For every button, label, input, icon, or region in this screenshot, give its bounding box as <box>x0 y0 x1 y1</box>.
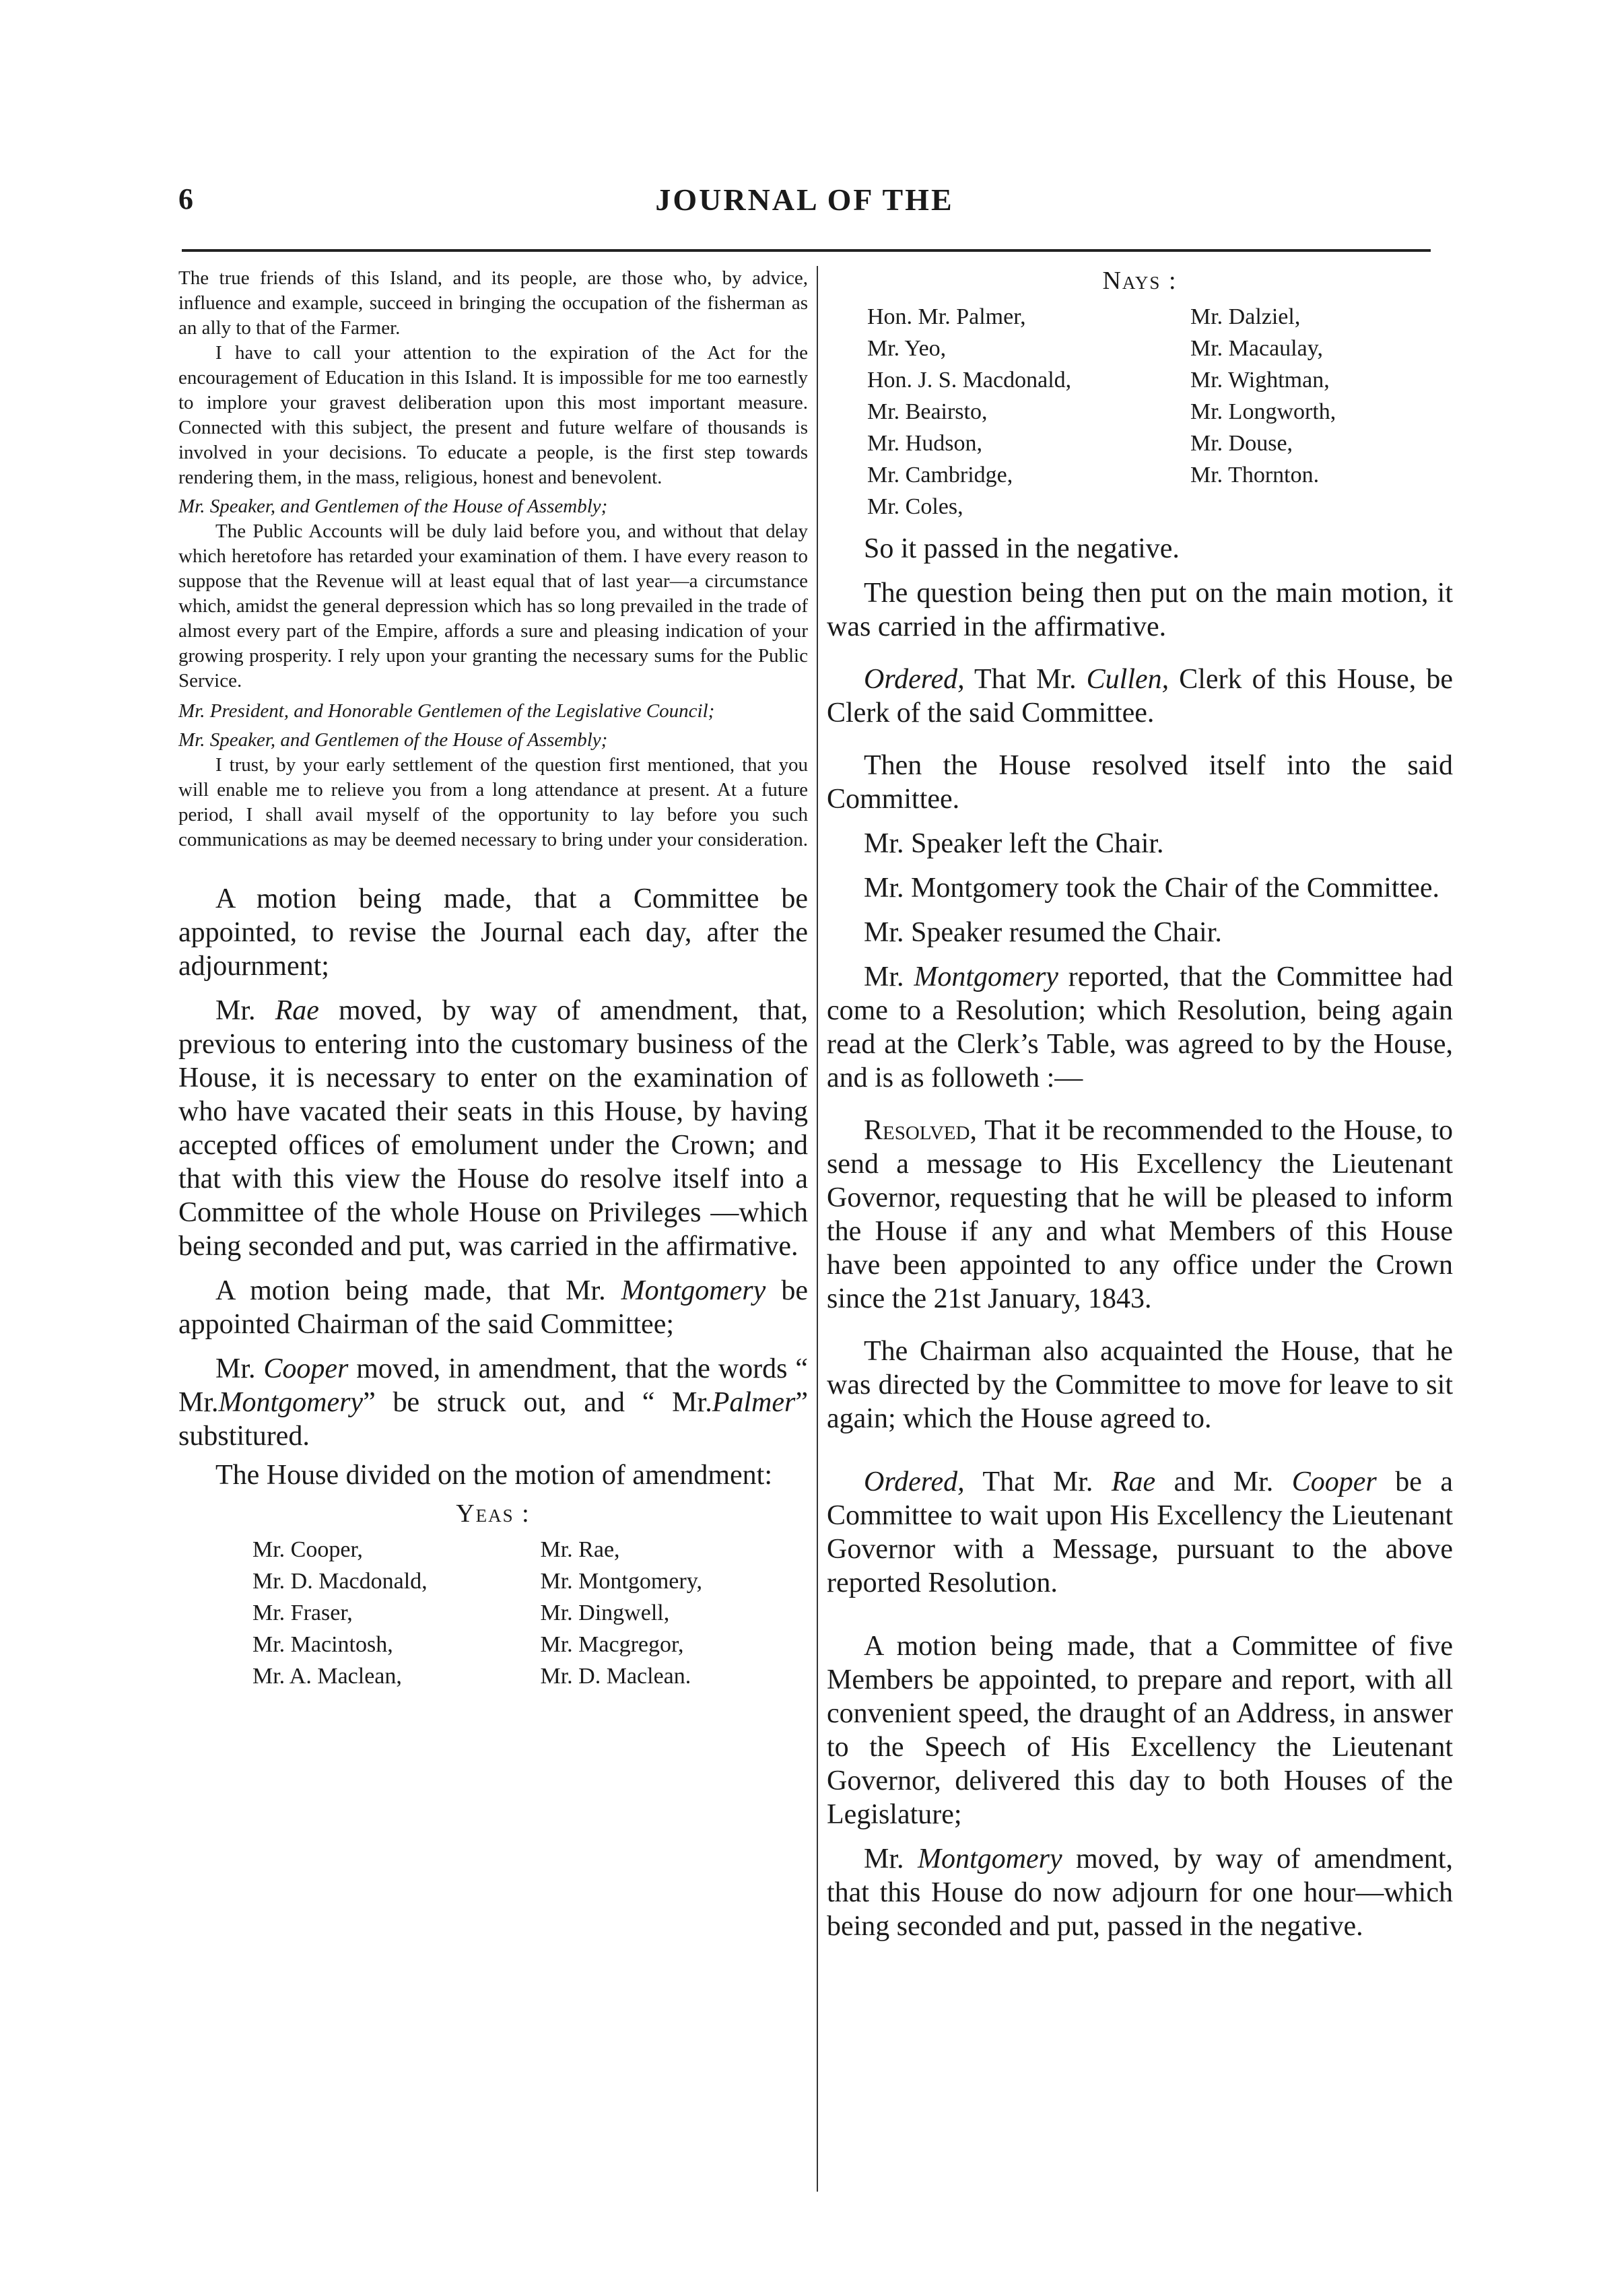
house-divided: The House divided on the motion of amendment: <box>215 1460 772 1491</box>
resolved-committee: Then the House resolved itself into the said Committee. <box>827 750 1453 815</box>
chairman-report: The Chairman also acquainted the House, that he was directed by the Committee to move for leave to sit again; which the House agreed to. <box>827 1336 1453 1434</box>
nay-member: Hon. J. S. Macdonald, <box>867 368 1072 393</box>
nay-member: Mr. Thornton. <box>1190 463 1320 487</box>
nay-member: Mr. Coles, <box>867 494 963 519</box>
member-name: Montgomery <box>917 1844 1062 1875</box>
text: A motion being made, that Mr. <box>215 1275 606 1306</box>
speech-address: Mr. President, and Honorable Gentlemen of the Legislative Council; <box>178 700 715 722</box>
page-header <box>178 182 1431 229</box>
member-name: Rae <box>275 995 319 1026</box>
member-name: Rae <box>1111 1466 1156 1497</box>
nays-heading: Nays : <box>1102 267 1178 295</box>
text: be a Committee to wait upon His Excellency the Lieutenant Governor with a Message, pursuant to the above reported Resolution. <box>827 1466 1454 1598</box>
yea-member: Mr. Rae, <box>540 1537 620 1562</box>
montgomery-chair: Mr. Montgomery took the Chair of the Committee. <box>864 873 1440 904</box>
main-motion: The question being then put on the main motion, it was carried in the affirmative. <box>827 578 1453 642</box>
text: Mr. <box>864 961 904 992</box>
member-name: Cullen, <box>1086 664 1169 695</box>
ordered-label: Ordered, <box>864 664 965 695</box>
text: ” substitured. <box>178 1387 808 1452</box>
text: Mr. <box>215 1353 256 1384</box>
yea-member: Mr. D. Maclean. <box>540 1664 691 1689</box>
text: Mr. <box>215 995 256 1026</box>
running-title: JOURNAL OF THE <box>655 182 954 217</box>
speaker-left: Mr. Speaker left the Chair. <box>864 828 1164 859</box>
header-rule <box>182 249 1431 252</box>
text: reported, that the Committee had come to a Resolution; which Resolution, being again read at the Clerk’s Table, was agreed to by the House, and is as followeth :— <box>827 961 1454 1093</box>
text: That it be recommended to the House, to send a message to His Excellency the Lieutenant Governor, requesting that he will be pleased to inform the House if any and what Members of this House have been appointed to any office under the Crown since the 21st January, 1843. <box>827 1115 1453 1314</box>
member-name: Montgomery <box>621 1275 766 1306</box>
rae-amendment <box>178 994 808 1263</box>
ordered-message <box>827 1465 1453 1600</box>
montgomery-amendment <box>827 1842 1453 1943</box>
yea-member: Mr. Fraser, <box>252 1600 353 1625</box>
right-column <box>827 266 1453 1943</box>
member-name: Montgomery <box>218 1387 364 1418</box>
nay-member: Mr. Cambridge, <box>867 463 1013 487</box>
text: That Mr. <box>982 1466 1093 1497</box>
nay-member: Mr. Beairsto, <box>867 399 988 424</box>
text: ” be struck out, and “ Mr. <box>363 1387 712 1418</box>
motion-committee: A motion being made, that a Committee be appointed, to revise the Journal each day, after the adjournment; <box>178 883 808 982</box>
resolution <box>827 1114 1453 1316</box>
resolved-label: Resolved, <box>864 1115 977 1146</box>
nay-member: Mr. Hudson, <box>867 431 982 456</box>
nay-member: Mr. Douse, <box>1190 431 1293 456</box>
yea-member: Mr. D. Macdonald, <box>252 1569 428 1594</box>
yea-member: Mr. Cooper, <box>252 1537 363 1562</box>
yea-member: Mr. Montgomery, <box>540 1569 703 1594</box>
page-number: 6 <box>178 182 193 215</box>
yea-member: Mr. Macgregor, <box>540 1632 684 1657</box>
member-name: Palmer <box>712 1387 796 1418</box>
speech-address: Mr. Speaker, and Gentlemen of the House of Assembly; <box>178 729 608 751</box>
yeas-heading: Yeas : <box>456 1499 531 1528</box>
yea-member: Mr. A. Maclean, <box>252 1664 402 1689</box>
text: be appointed Chairman of the said Committee; <box>178 1275 808 1340</box>
nay-member: Mr. Longworth, <box>1190 399 1336 424</box>
text: moved, in amendment, that the words “ Mr. <box>178 1353 808 1418</box>
ordered-clerk <box>827 663 1453 730</box>
speech-paragraph: The Public Accounts will be duly laid before you, and without that delay which heretofore has retarded your examination of them. I have every reason to suppose that the Revenue will at least equal that of last year—a circumstance which, amidst the general depression which has so long prevailed in the trade of almost every part of the Empire, affords a sure and pleasing indication of your growing prosperity. I rely upon your granting the necessary sums for the Public Service. <box>178 520 808 691</box>
nay-member: Mr. Dalziel, <box>1190 304 1301 329</box>
cooper-amendment <box>178 1352 808 1453</box>
text: moved, by way of amendment, that, previous to entering into the customary business of the House, it is necessary to enter on the examination of who have vacated their seats in this House, by having accepted offices of emolument under the Crown; and that with this view the House do resolve itself into a Committee of the whole House on Privileges —which being seconded and put, was carried in the affirmative. <box>178 995 809 1262</box>
passed-negative: So it passed in the negative. <box>864 533 1180 564</box>
yeas-list <box>178 1534 808 1692</box>
nay-member: Mr. Macaulay, <box>1190 336 1324 361</box>
column-divider <box>817 266 818 2192</box>
nay-member: Hon. Mr. Palmer, <box>867 304 1026 329</box>
text: Clerk of this House, be Clerk of the said Committee. <box>827 664 1453 729</box>
member-name: Cooper <box>1291 1466 1377 1497</box>
speech-paragraph: The true friends of this Island, and its people, are those who, by advice, influence and example, succeed in bringing the occupation of the fisherman as an ally to that of the Farmer. <box>178 267 808 339</box>
nays-list <box>827 301 1453 522</box>
speech-paragraph: I trust, by your early settlement of the question first mentioned, that you will enable me to relieve you from a long attendance at present. At a future period, I shall avail myself of the opportunity to lay before you such communications as may be deemed necessary to bring under your consideration. <box>178 754 808 850</box>
ordered-label: Ordered, <box>864 1466 965 1497</box>
motion-chairman <box>178 1274 808 1341</box>
member-name: Cooper <box>263 1353 349 1384</box>
committee-report <box>827 960 1453 1095</box>
nay-member: Mr. Wightman, <box>1190 368 1330 393</box>
member-name: Montgomery <box>914 961 1058 992</box>
text: That Mr. <box>974 664 1077 695</box>
text: Mr. <box>864 1844 904 1875</box>
speech-paragraph: I have to call your attention to the expiration of the Act for the encouragement of Education in this Island. It is impossible for me too earnestly to implore your gravest deliberation upon this most important measure. Connected with this subject, the present and future welfare of thousands is involved in your decisions. To educate a people, is the first step towards rendering them, in the mass, religious, honest and benevolent. <box>178 342 808 488</box>
motion-address: A motion being made, that a Committee of five Members be appointed, to prepare and report, with all convenient speed, the draught of an Address, in answer to the Speech of His Excellency the Lieutenant Governor, delivered this day to both Houses of the Legislature; <box>827 1631 1453 1830</box>
yea-member: Mr. Macintosh, <box>252 1632 393 1657</box>
speaker-resumed: Mr. Speaker resumed the Chair. <box>864 917 1222 948</box>
speech-address: Mr. Speaker, and Gentlemen of the House of Assembly; <box>178 496 608 517</box>
text: and Mr. <box>1174 1466 1274 1497</box>
nay-member: Mr. Yeo, <box>867 336 947 361</box>
text: moved, by way of amendment, that this House do now adjourn for one hour—which being seconded and put, passed in the negative. <box>827 1844 1454 1942</box>
yea-member: Mr. Dingwell, <box>540 1600 670 1625</box>
left-column <box>178 266 808 1692</box>
